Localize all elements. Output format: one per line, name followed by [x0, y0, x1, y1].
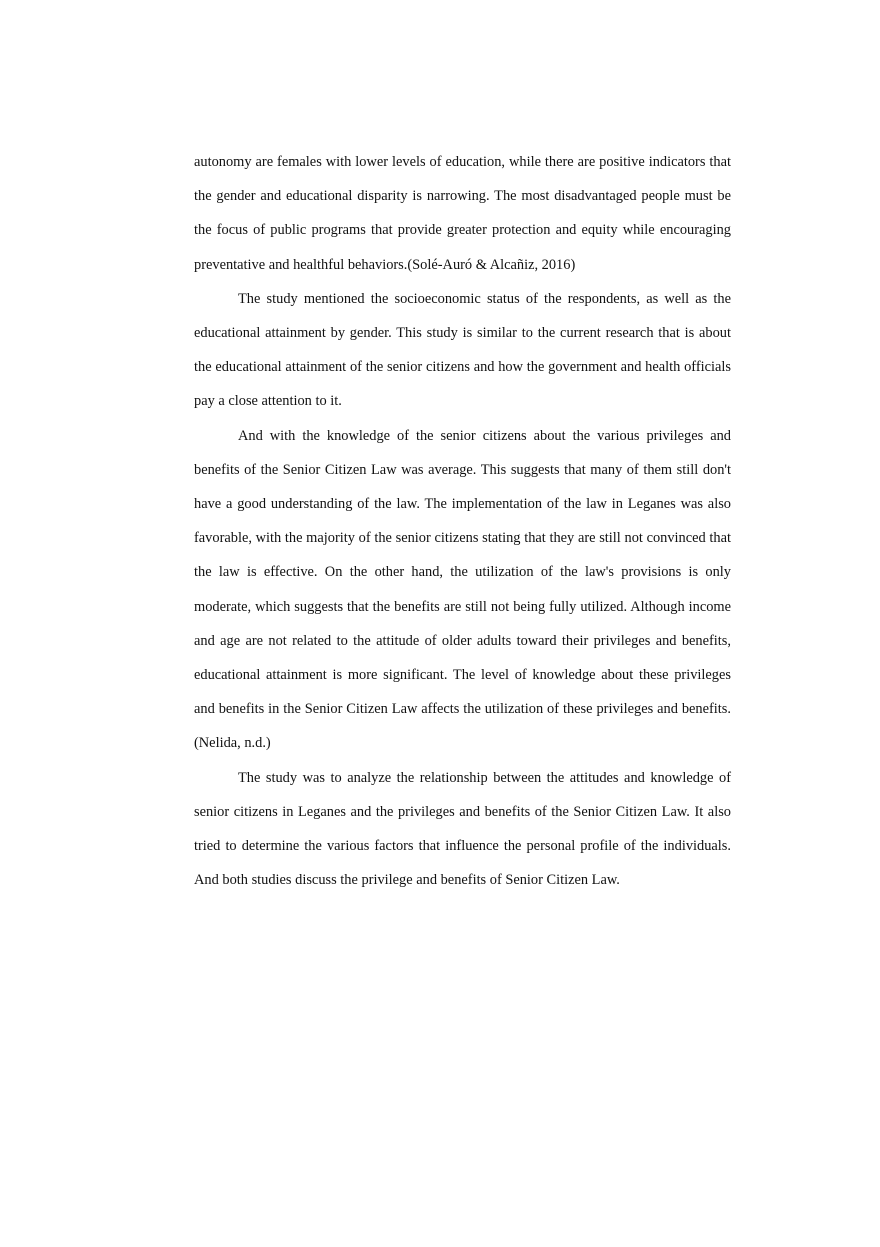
paragraph-1: autonomy are females with lower levels of education, while there are positive indicators that the gender and educational disparity is narrowing. The most disadvantaged people must be the focus of public programs that provide greater protection and equity while encouraging preventative and healthful behaviors.(Solé-Auró & Alcañiz, 2016) [194, 154, 731, 273]
body-text [194, 145, 731, 897]
paragraph-3: And with the knowledge of the senior citizens about the various privileges and benefits of the Senior Citizen Law was average. This suggests that many of them still don't have a good understanding of the law. The implementation of the law in Leganes was also favorable, with the majority of the senior citizens stating that they are still not convinced that the law is effective. On the other hand, the utilization of the law's provisions is only moderate, which suggests that the benefits are still not being fully utilized. Although income and age are not related to the attitude of older adults toward their privileges and benefits, educational attainment is more significant. The level of knowledge about these privileges and benefits in the Senior Citizen Law affects the utilization of these privileges and benefits.(Nelida, n.d.) [194, 427, 731, 752]
paragraph-4: The study was to analyze the relationship between the attitudes and knowledge of senior citizens in Leganes and the privileges and benefits of the Senior Citizen Law. It also tried to determine the various factors that influence the personal profile of the individuals. And both studies discuss the privilege and benefits of Senior Citizen Law. [194, 769, 731, 889]
paragraph-2: The study mentioned the socioeconomic status of the respondents, as well as the educational attainment by gender. This study is similar to the current research that is about the educational attainment of the senior citizens and how the government and health officials pay a close attention to it. [194, 290, 731, 410]
